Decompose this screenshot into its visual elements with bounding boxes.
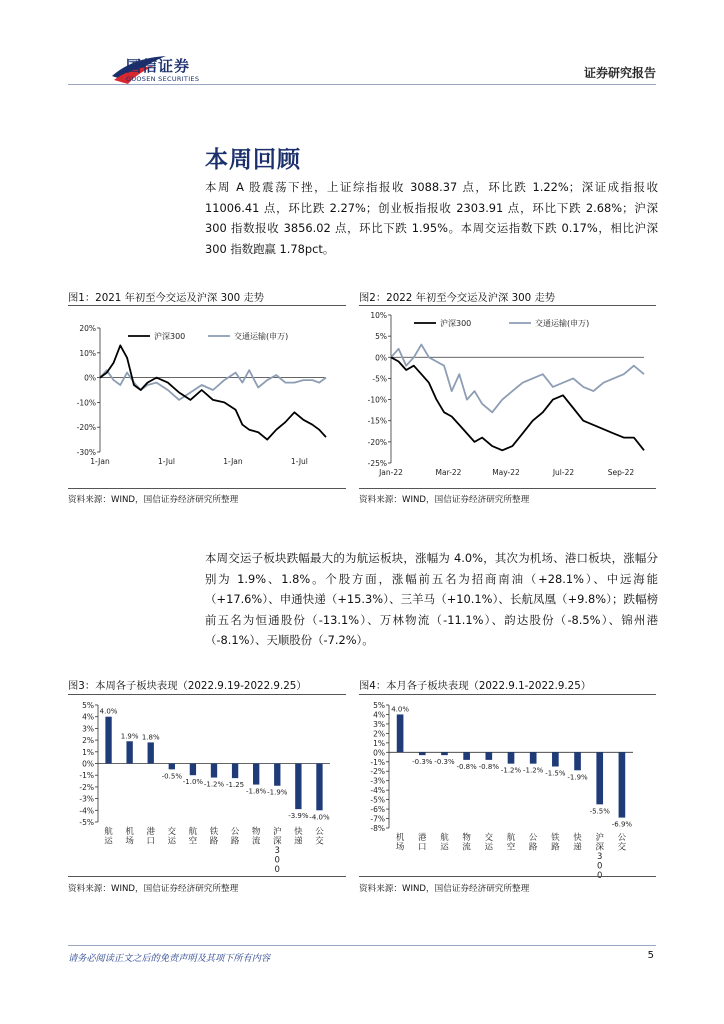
y-tick-label: -5% — [79, 818, 94, 827]
category-label-char: 铁 — [551, 833, 560, 843]
bar — [148, 742, 154, 763]
category-label-char: 快 — [573, 833, 582, 843]
category-label-char: 沪 — [273, 827, 282, 837]
category-label-char: 航 — [104, 827, 113, 837]
figure-1-title: 图1：2021 年初至今交运及沪深 300 走势 — [68, 292, 265, 304]
legend-label: 交通运输(申万) — [535, 319, 590, 328]
category-label-char: 快 — [294, 827, 303, 837]
series-line-transport — [391, 345, 644, 413]
y-tick-label: 10% — [79, 348, 96, 358]
bar — [530, 752, 537, 763]
y-tick-label: 5% — [375, 332, 387, 342]
bar-data-label: -0.3% — [412, 758, 433, 767]
y-tick-label: -1% — [370, 757, 385, 767]
legend-label: 交通运输(申万) — [234, 332, 289, 341]
bar — [508, 752, 515, 763]
category-label-char: 3 — [597, 852, 603, 862]
y-tick-label: -6% — [370, 805, 385, 815]
bar — [463, 752, 470, 760]
x-tick-label: Jul-22 — [552, 468, 575, 477]
category-label-char: 公 — [315, 827, 324, 837]
series-line-hs300 — [391, 357, 644, 450]
y-tick-label: -20% — [367, 437, 387, 447]
category-label-char: 流 — [251, 836, 261, 847]
bar-data-label: -1.2% — [523, 766, 544, 775]
category-label-char: 深 — [273, 836, 282, 847]
y-tick-label: 4% — [373, 710, 385, 720]
y-tick-label: 4% — [82, 712, 94, 722]
footer-divider — [68, 945, 656, 946]
category-label-char: 场 — [125, 836, 134, 847]
category-label-char: 3 — [274, 846, 280, 856]
logo-name: 国信证券 — [126, 57, 191, 75]
bar — [574, 752, 581, 770]
figure-3-bottom-rule — [68, 876, 346, 877]
bar — [232, 764, 238, 779]
category-label-char: 0 — [274, 855, 280, 866]
page-number: 5 — [647, 950, 654, 961]
y-tick-label: -1% — [79, 771, 94, 781]
bar-data-label: -4.0% — [309, 813, 330, 822]
section-title: 本周回顾 — [205, 147, 301, 173]
category-label-char: 铁 — [209, 827, 219, 837]
x-tick-label: May-22 — [492, 468, 520, 477]
category-label-char: 路 — [209, 836, 219, 847]
y-tick-label: -20% — [76, 423, 96, 433]
y-tick-label: 1% — [82, 747, 94, 757]
category-label-char: 航 — [188, 827, 198, 837]
category-label-char: 流 — [462, 842, 471, 853]
bar — [552, 752, 559, 766]
category-label-char: 口 — [418, 842, 427, 853]
category-label-char: 交 — [315, 836, 324, 847]
series-line-hs300 — [100, 345, 326, 439]
category-label-char: 交 — [484, 833, 494, 843]
bar — [397, 714, 404, 752]
category-label-char: 口 — [146, 836, 155, 847]
y-tick-label: 0% — [84, 373, 96, 383]
category-label-char: 沪 — [595, 833, 604, 843]
bar-data-label: 1.9% — [120, 732, 139, 741]
y-tick-label: 0% — [375, 353, 387, 363]
figure-4-title: 图4：本月各子板块表现（2022.9.1-2022.9.25） — [359, 680, 592, 692]
figure-2-bottom-rule — [359, 488, 656, 489]
category-label-char: 港 — [418, 833, 427, 843]
bar — [253, 764, 259, 785]
y-tick-label: -10% — [76, 398, 96, 408]
bar-data-label: -6.9% — [611, 820, 633, 829]
y-tick-label: 2% — [373, 729, 385, 739]
y-tick-label: -2% — [79, 782, 94, 792]
bar — [619, 752, 626, 817]
category-label-char: 0 — [597, 861, 603, 872]
bar-data-label: -0.8% — [456, 762, 477, 771]
bar — [419, 752, 426, 755]
legend-label: 沪深300 — [440, 319, 472, 328]
paragraph-sector-performance: 本周交运子板块跌幅最大的为航运板块，涨幅为 4.0%，其次为机场、港口板块，涨幅分别为 1.9%、1.8%。个股方面，涨幅前五名为招商南油（+28.1%）、中远海能（+17.6%）、申通快递（+15.3%）、三羊马（+10.1%）、长航凤凰（+9.8%）；跌幅榜前五名为恒通股份（-13.1%）、万林物流（-11.1%）、韵达股份（-8.5%）、锦州港（-8.1%）、天顺股份（-7.2%）。 — [205, 551, 658, 647]
figure-4-source: 资料来源：WIND，国信证券经济研究所整理 — [359, 884, 530, 894]
x-tick-label: 1-Jul — [290, 457, 308, 466]
category-label-char: 物 — [462, 833, 471, 843]
figure-4-chart — [359, 697, 656, 875]
y-tick-label: 5% — [373, 701, 385, 710]
figure-1-chart — [68, 307, 346, 487]
bar-data-label: 4.0% — [391, 705, 409, 714]
figure-3-rule — [68, 694, 346, 695]
legend-label: 沪深300 — [154, 332, 186, 341]
footer-disclaimer: 请务必阅读正文之后的免责声明及其项下所有内容 — [68, 953, 271, 964]
bar — [105, 717, 111, 764]
report-type: 证券研究报告 — [583, 66, 656, 80]
y-tick-label: -4% — [79, 806, 94, 816]
y-tick-label: 2% — [82, 736, 94, 746]
bar-data-label: -0.8% — [478, 762, 499, 771]
figure-3-chart — [68, 697, 346, 875]
x-tick-label: 1-Jan — [90, 457, 110, 466]
bar-data-label: -0.5% — [161, 772, 182, 781]
category-label-char: 空 — [506, 842, 516, 853]
category-label-char: 场 — [395, 842, 405, 853]
category-label-char: 机 — [395, 833, 405, 843]
y-tick-label: -2% — [370, 767, 385, 777]
category-label-char: 港 — [146, 827, 155, 837]
x-tick-label: 1-Jul — [157, 457, 175, 466]
bar — [316, 764, 322, 811]
category-label-char: 航 — [440, 833, 449, 843]
category-label-char: 深 — [595, 842, 604, 853]
y-tick-label: 10% — [370, 311, 387, 320]
bar-data-label: -0.3% — [434, 758, 455, 767]
y-tick-label: -8% — [370, 824, 385, 833]
figure-2-source: 资料来源：WIND，国信证券经济研究所整理 — [359, 495, 530, 505]
y-tick-label: -4% — [370, 786, 385, 796]
figure-1-bottom-rule — [68, 488, 346, 489]
category-label-char: 运 — [167, 836, 177, 847]
category-label-char: 交 — [167, 827, 177, 837]
bar — [190, 764, 196, 776]
y-tick-label: -3% — [79, 794, 94, 804]
category-label-char: 空 — [188, 836, 198, 847]
bar — [295, 764, 301, 810]
category-label-char: 运 — [104, 836, 113, 847]
y-tick-label: -7% — [370, 814, 385, 824]
y-tick-label: -3% — [370, 776, 385, 786]
y-tick-label: -15% — [367, 416, 387, 426]
bar-data-label: -1.8% — [246, 787, 267, 796]
category-label-char: 递 — [294, 836, 303, 847]
x-tick-label: Sep-22 — [607, 468, 635, 477]
paragraph-weekly-review: 本周 A 股震荡下挫，上证综指报收 3088.37 点，环比跌 1.22%；深证成指报收 11006.41 点，环比跌 2.27%；创业板指报收 2303.91 点，环比下跌 2.68%；沪深 300 指数报收 3856.02 点，环比下跌 1.95%。本周交运指数下跌 0.17%，相比沪深 300 指数跑赢 1.78pct。 — [205, 180, 658, 256]
logo-subtitle: GUOSEN SECURITIES — [126, 75, 200, 83]
bar-data-label: -1.5% — [545, 769, 566, 778]
category-label-char: 公 — [617, 833, 627, 843]
y-tick-label: 0% — [82, 759, 94, 769]
figure-2-title: 图2：2022 年初至今交运及沪深 300 走势 — [359, 292, 556, 304]
y-tick-label: 20% — [79, 324, 96, 333]
bar — [596, 752, 603, 804]
figure-1-source: 资料来源：WIND，国信证券经济研究所整理 — [68, 495, 239, 505]
y-tick-label: -25% — [367, 459, 387, 468]
category-label-char: 运 — [484, 842, 494, 853]
bar — [126, 741, 132, 763]
bar — [274, 764, 280, 786]
bar — [169, 764, 175, 770]
bar-data-label: -3.9% — [288, 812, 309, 821]
category-label-char: 路 — [230, 836, 240, 847]
category-label-char: 路 — [551, 842, 560, 853]
category-label-char: 交 — [617, 842, 627, 853]
y-tick-label: -30% — [76, 448, 96, 457]
bar — [485, 752, 492, 760]
bar-data-label: 1.8% — [141, 733, 160, 742]
category-label-char: 机 — [125, 827, 134, 837]
figure-1-rule — [68, 305, 346, 306]
category-label-char: 物 — [251, 827, 261, 837]
bar-data-label: -1.9% — [567, 773, 588, 782]
category-label-char: 运 — [440, 842, 449, 853]
bar-data-label: -5.5% — [589, 807, 610, 816]
bar-data-label: -1.9% — [267, 788, 288, 797]
figure-3-title: 图3：本周各子板块表现（2022.9.19-2022.9.25） — [68, 680, 307, 692]
category-label-char: 递 — [573, 842, 582, 853]
y-tick-label: -5% — [370, 795, 385, 805]
category-label-char: 公 — [230, 827, 240, 837]
figure-2-chart — [359, 307, 656, 487]
bar-data-label: -1.0% — [182, 778, 204, 787]
y-tick-label: 0% — [373, 748, 385, 758]
figure-4-bottom-rule — [359, 876, 656, 877]
y-tick-label: -5% — [372, 374, 387, 384]
category-label-char: 0 — [274, 865, 280, 875]
figure-2-rule — [359, 305, 656, 306]
bar — [211, 764, 217, 778]
bar-data-label: -1.2% — [203, 780, 225, 789]
bar-data-label: -1.25 — [226, 781, 245, 790]
y-tick-label: 5% — [82, 701, 94, 710]
x-tick-label: 1-Jan — [223, 457, 243, 466]
bar-data-label: -1.2% — [500, 766, 522, 775]
y-tick-label: 1% — [373, 738, 385, 748]
bar-data-label: 4.0% — [99, 707, 118, 716]
figure-3-source: 资料来源：WIND，国信证券经济研究所整理 — [68, 884, 239, 894]
y-tick-label: 3% — [82, 724, 94, 734]
y-tick-label: 3% — [373, 719, 385, 729]
x-tick-label: Jan-22 — [379, 468, 403, 477]
category-label-char: 路 — [528, 842, 538, 853]
category-label-char: 公 — [528, 833, 538, 843]
x-tick-label: Mar-22 — [435, 468, 462, 477]
header-divider — [68, 84, 656, 85]
y-tick-label: -10% — [367, 395, 387, 405]
category-label-char: 航 — [506, 833, 516, 843]
bar — [441, 752, 448, 755]
figure-4-rule — [359, 694, 656, 695]
